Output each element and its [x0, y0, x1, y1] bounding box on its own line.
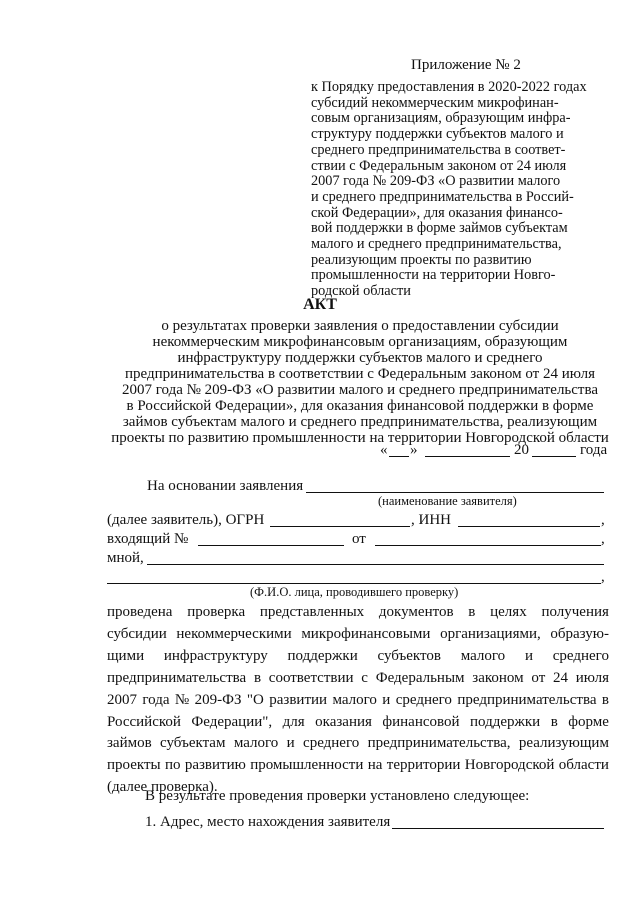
- inspector-name-field-1[interactable]: [147, 564, 604, 565]
- act-subtitle-line: проекты по развитию промышленности на территории Новгородской области: [111, 430, 609, 446]
- from-label: от: [352, 531, 366, 547]
- result-intro: В результате проведения проверки установлено следующее:: [145, 788, 530, 804]
- paragraph-word: предпринимательства: [107, 669, 247, 686]
- basis-label: На основании заявления: [147, 478, 304, 494]
- paragraph-word: и: [382, 691, 391, 708]
- incoming-comma: ,: [601, 531, 605, 547]
- paragraph-line: [107, 602, 609, 624]
- paragraph-word: 209-ФЗ: [194, 691, 242, 708]
- paragraph-word: целях: [490, 604, 527, 620]
- appendix-line: среднего предпринимательства в соответ-: [311, 141, 566, 158]
- paragraph-word: на: [367, 757, 383, 774]
- appendix-line: и среднего предпринимательства в Россий-: [311, 188, 574, 205]
- paragraph-word: предпринимательства,: [367, 735, 511, 752]
- paragraph-word: субъектов: [377, 647, 441, 664]
- paragraph-word: микрофинансовыми: [301, 625, 431, 642]
- by-me-label: мной,: [107, 550, 144, 566]
- paragraph-word: в: [253, 669, 262, 686]
- paragraph-word: 2007: [107, 691, 137, 708]
- paragraph-word: и: [286, 735, 295, 752]
- paragraph-word: субъектам: [160, 735, 226, 752]
- appendix-line: 2007 года № 209-ФЗ «О развитии малого: [311, 173, 561, 190]
- paragraph-word: соответствии: [268, 669, 354, 686]
- incoming-number-field[interactable]: [198, 545, 344, 546]
- paragraph-word: в: [550, 713, 558, 730]
- paragraph-word: и: [524, 647, 533, 664]
- paragraph-word: "О: [246, 691, 264, 708]
- appendix-line: реализующим проекты по развитию: [311, 251, 532, 268]
- paragraph-word: промышленности: [250, 757, 364, 774]
- appendix-line: субсидий некоммерческим микрофинан-: [311, 94, 559, 111]
- paragraph-word: субсидии: [107, 625, 167, 642]
- act-subtitle: [110, 318, 610, 446]
- incoming-label: входящий №: [107, 531, 189, 547]
- paragraph-word: Новгородской: [464, 757, 555, 774]
- paragraph-word: инфраструктуру: [163, 647, 268, 664]
- appendix-line: совым организациям, образующим инфра-: [311, 110, 571, 127]
- paragraph-line: [107, 668, 609, 690]
- paragraph-line: [107, 624, 609, 646]
- paragraph-line: [107, 646, 609, 668]
- act-subtitle-line: инфраструктуру поддержки субъектов малого и среднего: [177, 350, 543, 366]
- inn-comma: ,: [601, 512, 605, 528]
- appendix-line: малого и среднего предпринимательства,: [311, 236, 562, 253]
- paragraph-word: некоммерческими: [176, 625, 292, 642]
- paragraph-word: проверка: [187, 604, 246, 620]
- paragraph-word: с: [361, 669, 368, 686]
- inspector-name-field-2[interactable]: [107, 583, 601, 584]
- act-subtitle-line: займов субъектам малого и среднего предпринимательства, реализующим: [122, 414, 598, 430]
- paragraph-word: поддержки: [287, 647, 358, 664]
- applicant-name-field[interactable]: [306, 492, 604, 493]
- month-field[interactable]: [425, 456, 510, 457]
- appendix-line: вой поддержки в форме займов субъектам: [311, 220, 568, 237]
- applicant-address-field[interactable]: [392, 828, 604, 829]
- paragraph-word: Российской: [107, 713, 181, 730]
- paragraph-word: образую-: [550, 625, 609, 642]
- appendix-line: к Порядку предоставления в 2020-2022 годах: [311, 79, 587, 95]
- inn-field[interactable]: [458, 526, 600, 527]
- paragraph-word: года: [142, 691, 170, 708]
- paragraph-word: области: [558, 757, 609, 774]
- paragraph-word: среднего: [552, 647, 609, 664]
- act-title: АКТ: [303, 296, 337, 313]
- paragraph-word: предпринимательства: [457, 691, 597, 708]
- paragraph-word: 24: [553, 669, 568, 686]
- inn-label: , ИНН: [411, 512, 451, 528]
- paragraph-word: в: [601, 691, 609, 708]
- paragraph-word: среднего: [303, 735, 360, 752]
- paragraph-line: [107, 712, 609, 734]
- applicant-caption: (наименование заявителя): [378, 494, 517, 508]
- paragraph-word: представленных: [259, 604, 365, 620]
- inspection-paragraph: [107, 602, 609, 799]
- inspector-caption: (Ф.И.О. лица, проводившего проверку): [250, 585, 459, 599]
- date-open-quote: «: [380, 442, 388, 458]
- paragraph-word: организациями,: [440, 625, 541, 642]
- appendix-title: Приложение № 2: [411, 57, 521, 73]
- year-prefix: 20: [514, 442, 529, 458]
- paragraph-word: малого: [460, 647, 506, 664]
- paragraph-line: [107, 733, 609, 755]
- paragraph-last-line: (далее проверка).: [107, 779, 218, 796]
- paragraph-word: по: [164, 757, 181, 774]
- appendix-line: промышленности на территории Новго-: [311, 267, 556, 284]
- day-field[interactable]: [389, 456, 409, 457]
- act-subtitle-line: о результатах проверки заявления о предоставлении субсидии: [161, 318, 559, 334]
- paragraph-word: финансовой: [382, 713, 460, 730]
- act-subtitle-line: некоммерческим микрофинансовым организациям, образующим: [152, 334, 568, 350]
- appendix-line: ствии с Федеральным законом от 24 июля: [311, 157, 567, 174]
- paragraph-word: поддержки: [470, 713, 541, 730]
- paragraph-word: проекты: [107, 757, 161, 774]
- paragraph-word: получения: [541, 604, 609, 620]
- paragraph-word: Федерации",: [191, 713, 273, 730]
- paragraph-word: для: [282, 713, 305, 730]
- incoming-date-field[interactable]: [375, 545, 601, 546]
- paragraph-word: законом: [472, 669, 524, 686]
- act-subtitle-line: предпринимательства в соответствии с Федеральным законом от 24 июля: [125, 366, 595, 382]
- paragraph-word: проведена: [107, 604, 173, 620]
- paragraph-word: оказания: [315, 713, 372, 730]
- paragraph-line: [107, 690, 609, 712]
- paragraph-word: щими: [107, 647, 145, 664]
- date-close-quote: »: [410, 442, 418, 458]
- appendix-line: родской области: [311, 283, 411, 300]
- ogrn-field[interactable]: [270, 526, 410, 527]
- paragraph-word: малого: [332, 691, 377, 708]
- paragraph-word: реализующим: [518, 735, 609, 752]
- paragraph-word: займов: [107, 735, 152, 752]
- paragraph-word: форме: [568, 713, 609, 730]
- paragraph-word: июля: [575, 669, 609, 686]
- item-1-label: 1. Адрес, место нахождения заявителя: [145, 814, 391, 830]
- appendix-line: ской Федерации», для оказания финансо-: [311, 204, 563, 221]
- paragraph-word: документов: [378, 604, 454, 620]
- year-field[interactable]: [532, 456, 576, 457]
- paragraph-word: Федеральным: [375, 669, 465, 686]
- paragraph-word: от: [531, 669, 546, 686]
- paragraph-line: [107, 755, 609, 777]
- paragraph-word: в: [468, 604, 476, 620]
- hereinafter-label: (далее заявитель), ОГРН: [107, 512, 265, 528]
- act-subtitle-line: в Российской Федерации», для оказания финансовой поддержки в форме: [126, 398, 594, 414]
- appendix-text: [311, 80, 607, 300]
- paragraph-word: территории: [386, 757, 461, 774]
- paragraph-word: №: [174, 691, 190, 708]
- act-subtitle-line: 2007 года № 209-ФЗ «О развитии малого и среднего предпринимательства: [121, 382, 599, 398]
- year-suffix: года: [580, 442, 608, 458]
- appendix-line: структуру поддержки субъектов малого и: [311, 126, 564, 143]
- inspector-comma: ,: [601, 569, 605, 585]
- paragraph-word: развитии: [269, 691, 328, 708]
- paragraph-word: малого: [233, 735, 279, 752]
- paragraph-word: среднего: [395, 691, 452, 708]
- paragraph-word: развитию: [184, 757, 246, 774]
